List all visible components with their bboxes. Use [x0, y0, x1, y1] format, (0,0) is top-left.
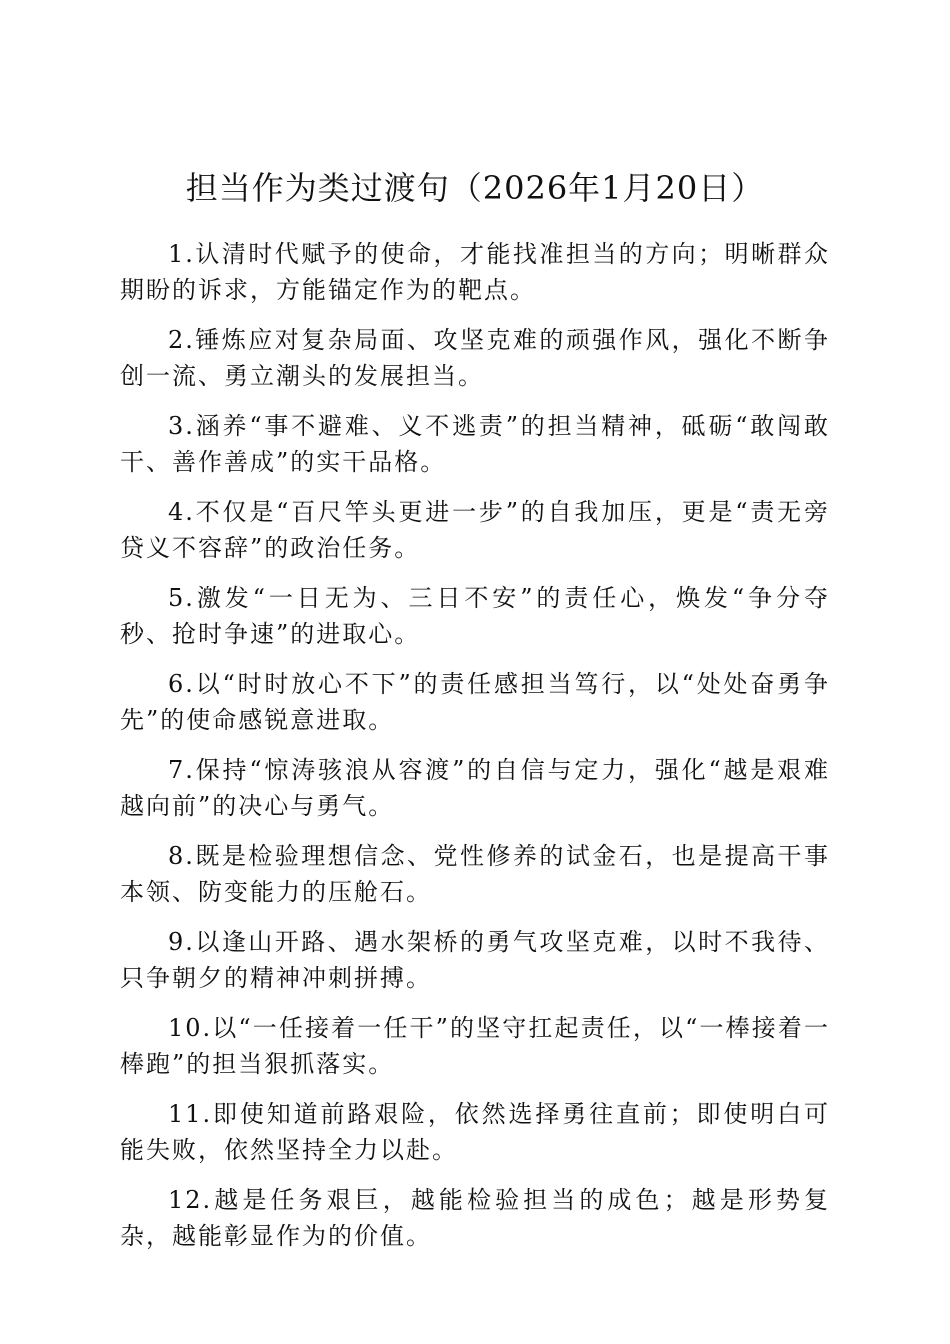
list-item: 9.以逢山开路、遇水架桥的勇气攻坚克难，以时不我待、只争朝夕的精神冲刺拼搏。 — [120, 928, 830, 992]
list-item: 2.锤炼应对复杂局面、攻坚克难的顽强作风，强化不断争创一流、勇立潮头的发展担当。 — [120, 326, 830, 390]
list-item: 11.即使知道前路艰险，依然选择勇往直前；即使明白可能失败，依然坚持全力以赴。 — [120, 1100, 830, 1164]
list-item: 3.涵养“事不避难、义不逃责”的担当精神，砥砺“敢闯敢干、善作善成”的实干品格。 — [120, 412, 830, 476]
document-title: 担当作为类过渡句（2026年1月20日） — [185, 169, 765, 207]
list-item: 8.既是检验理想信念、党性修养的试金石，也是提高干事本领、防变能力的压舱石。 — [120, 842, 830, 906]
list-item: 10.以“一任接着一任干”的坚守扛起责任，以“一棒接着一棒跑”的担当狠抓落实。 — [120, 1014, 830, 1078]
item-list — [120, 236, 830, 1268]
list-item: 5.激发“一日无为、三日不安”的责任心，焕发“争分夺秒、抢时争速”的进取心。 — [120, 584, 830, 648]
list-item: 7.保持“惊涛骇浪从容渡”的自信与定力，强化“越是艰难越向前”的决心与勇气。 — [120, 756, 830, 820]
list-item: 1.认清时代赋予的使命，才能找准担当的方向；明晰群众期盼的诉求，方能锚定作为的靶点。 — [120, 240, 830, 304]
list-item: 6.以“时时放心不下”的责任感担当笃行，以“处处奋勇争先”的使命感锐意进取。 — [120, 670, 830, 734]
list-item: 12.越是任务艰巨，越能检验担当的成色；越是形势复杂，越能彰显作为的价值。 — [120, 1186, 830, 1250]
list-item: 4.不仅是“百尺竿头更进一步”的自我加压，更是“责无旁贷义不容辞”的政治任务。 — [120, 498, 830, 562]
